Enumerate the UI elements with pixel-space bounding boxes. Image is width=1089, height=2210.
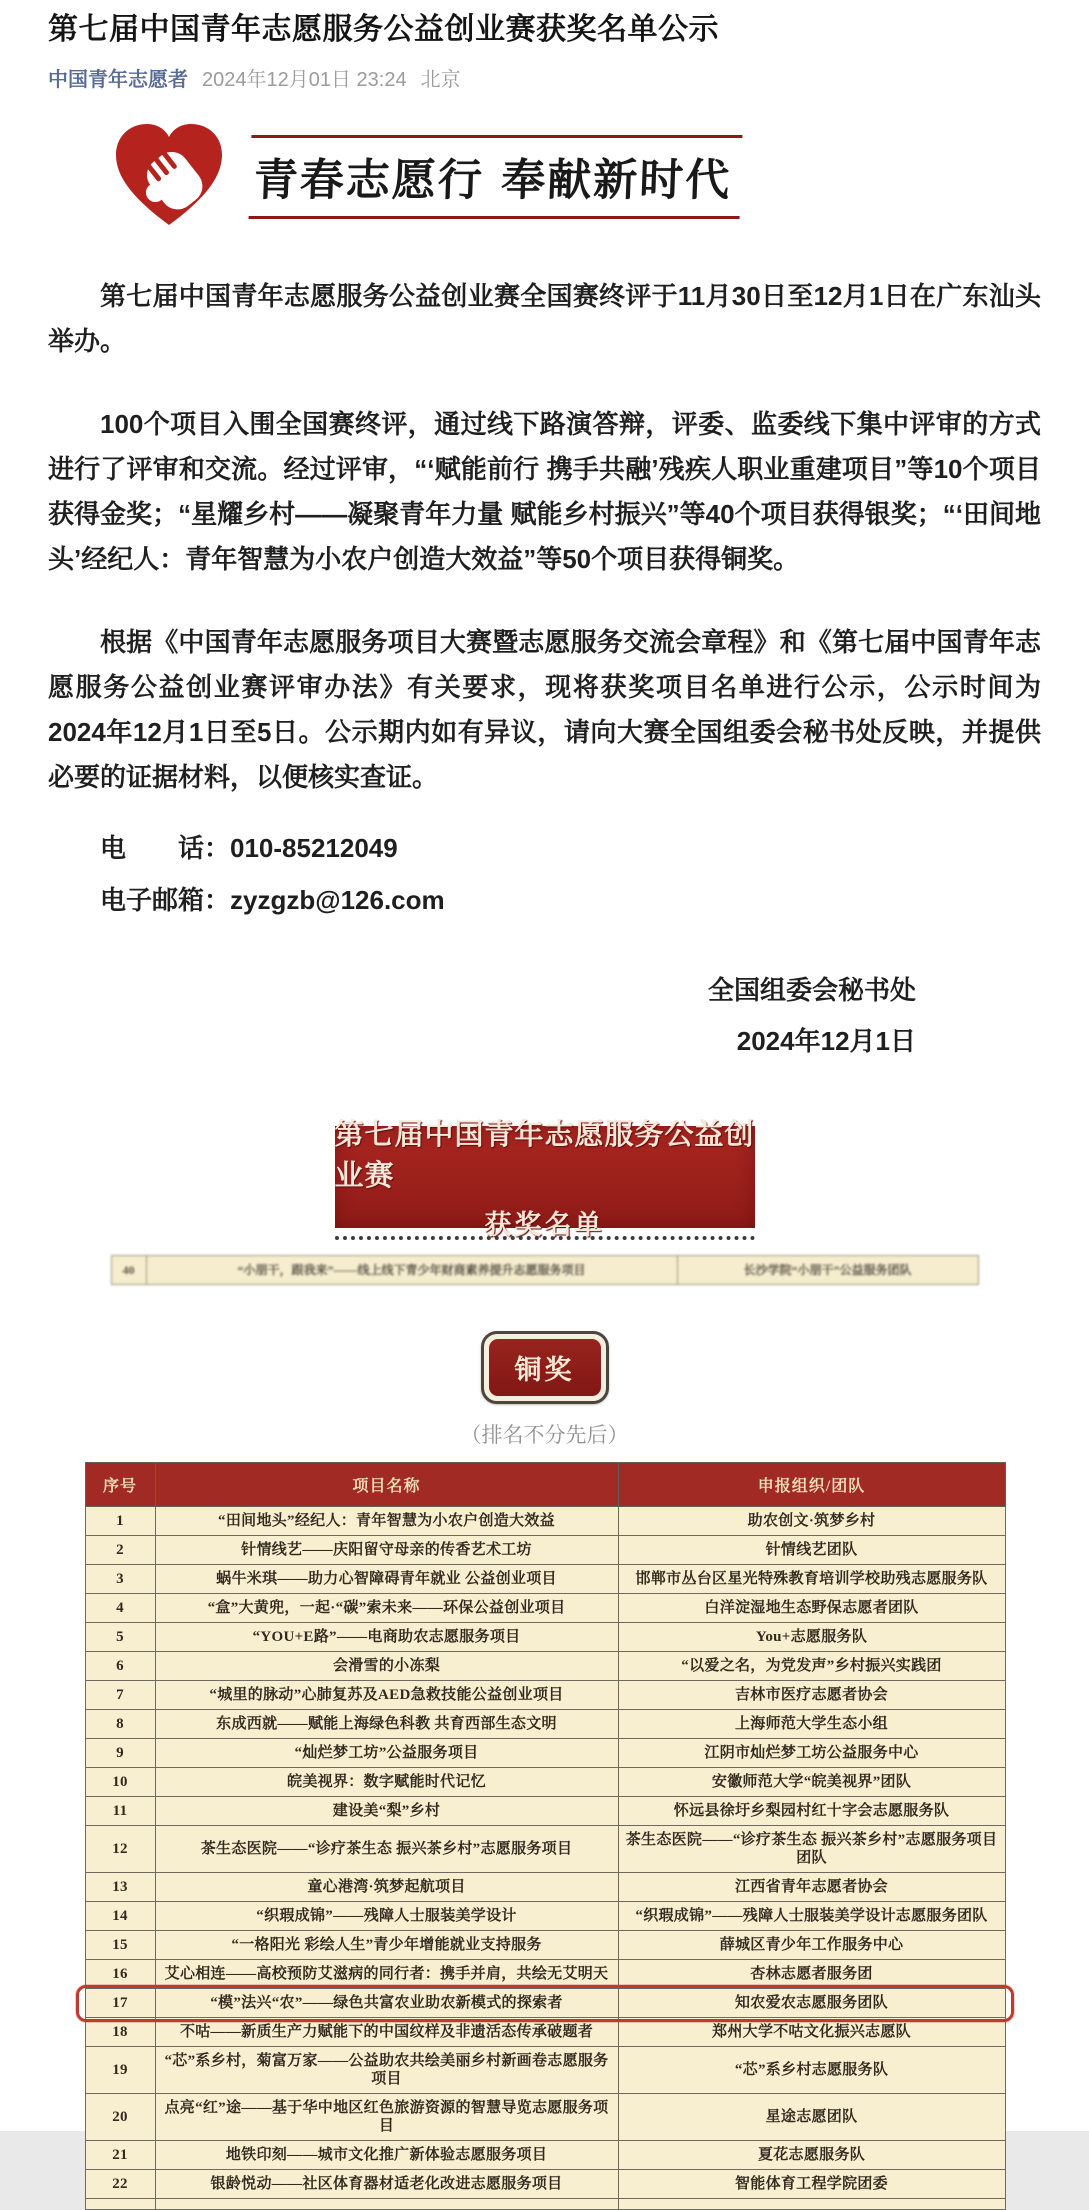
cell-project: “芯”系乡村，菊富万家——公益助农共绘美丽乡村新画卷志愿服务项目 [155, 2047, 618, 2094]
table-row [85, 1989, 1005, 2018]
table-row [85, 2047, 1005, 2094]
cell-org: 上海师范大学生态小组 [618, 1710, 1005, 1739]
cell-org: 助农创文·筑梦乡村 [618, 1507, 1005, 1536]
cell-org: 吉林市医疗志愿者协会 [618, 1681, 1005, 1710]
table-row [85, 1931, 1005, 1960]
cell-no: 11 [85, 1797, 155, 1826]
cell-org: 星途志愿团队 [618, 2094, 1005, 2141]
cell-no: 8 [85, 1710, 155, 1739]
cell-org: 安徽师范大学“皖美视界”团队 [618, 1768, 1005, 1797]
signature-block [48, 970, 1041, 1058]
table-row [85, 2170, 1005, 2199]
cell-project: 银龄悦动——社区体育器材适老化改进志愿服务项目 [155, 2170, 618, 2199]
banner-slogan: 青春志愿行 奉献新时代 [249, 135, 743, 219]
cell-no: 16 [85, 1960, 155, 1989]
cell-org: “芯”系乡村志愿服务队 [618, 2047, 1005, 2094]
cell-project: “一格阳光 彩绘人生”青少年增能就业支持服务 [155, 1931, 618, 1960]
cell-project: 建设美“梨”乡村 [155, 1797, 618, 1826]
cell-project: 会滑雪的小冻梨 [155, 1652, 618, 1681]
contact-phone: 电 话：010-85212049 [100, 833, 398, 863]
partial-row-number: 40 [112, 1256, 147, 1284]
partial-row-org: 长沙学院“小朋干”公益服务团队 [743, 1263, 912, 1277]
contact-block [100, 830, 1041, 918]
header-org: 申报组织/团队 [618, 1463, 1005, 1507]
cell-project: “城里的脉动”心肺复苏及AED急救技能公益创业项目 [155, 1681, 618, 1710]
paragraph-1: 第七届中国青年志愿服务公益创业赛全国赛终评于11月30日至12月1日在广东汕头举办。 [48, 281, 1041, 356]
bronze-award-badge [481, 1331, 609, 1404]
cell-project: 点亮“红”途——基于华中地区红色旅游资源的智慧导览志愿服务项目 [155, 2094, 618, 2141]
cell-project: “YOU+E路”——电商助农志愿服务项目 [155, 1623, 618, 1652]
cell-no: 14 [85, 1902, 155, 1931]
cell-project: “织瑕成锦”——残障人士服装美学设计 [155, 1902, 618, 1931]
cell-org: 针情线艺团队 [618, 1536, 1005, 1565]
cell-project: “田间地头”经纪人：青年智慧为小农户创造大效益 [155, 1507, 618, 1536]
cell-org: “以爱之名，为党发声”乡村振兴实践团 [618, 1652, 1005, 1681]
cell-no: 13 [85, 1873, 155, 1902]
award-banner-line1: 第七届中国青年志愿服务公益创业赛 [334, 1119, 755, 1192]
cell-project: 蜗牛米琪——助力心智障碍青年就业 公益创业项目 [155, 1565, 618, 1594]
cell-org: 怀远县徐圩乡梨园村红十字会志愿服务队 [618, 1797, 1005, 1826]
cell-no: 15 [85, 1931, 155, 1960]
table-row [85, 1902, 1005, 1931]
table-row [85, 1681, 1005, 1710]
cell-org: 茶生态医院——“诊疗茶生态 振兴茶乡村”志愿服务项目团队 [618, 1826, 1005, 1873]
header-no: 序号 [85, 1463, 155, 1507]
cell-project: 地铁印刻——城市文化推广新体验志愿服务项目 [155, 2141, 618, 2170]
cell-project: 不咕——新质生产力赋能下的中国纹样及非遗活态传承破题者 [155, 2018, 618, 2047]
table-header-row [85, 1463, 1005, 1507]
cell-no: 12 [85, 1826, 155, 1873]
author-link[interactable]: 中国青年志愿者 [48, 69, 188, 91]
cell-no: 9 [85, 1739, 155, 1768]
cell-org [618, 2199, 1005, 2210]
cell-no: 21 [85, 2141, 155, 2170]
page-title: 第七届中国青年志愿服务公益创业赛获奖名单公示 [48, 13, 719, 46]
paragraph-3: 根据《中国青年志愿服务项目大赛暨志愿服务交流会章程》和《第七届中国青年志愿服务公益创业赛评审办法》有关要求，现将获奖项目名单进行公示，公示时间为2024年12月1日至5日。公示期内如有异议，请向大赛全国组委会秘书处反映，并提供必要的证据材料，以便核实查证。 [48, 627, 1041, 792]
cell-org: 江阴市灿烂梦工坊公益服务中心 [618, 1739, 1005, 1768]
table-row [85, 1768, 1005, 1797]
cell-no: 7 [85, 1681, 155, 1710]
cell-project [155, 2199, 618, 2210]
cell-org: 知农爱农志愿服务团队 [618, 1989, 1005, 2018]
partial-row-project: “小朋干，跟我来”——线上线下青少年财商素养提升志愿服务项目 [147, 1256, 678, 1284]
table-row [85, 1565, 1005, 1594]
cell-org: 邯郸市丛台区星光特殊教育培训学校助残志愿服务队 [618, 1565, 1005, 1594]
campaign-banner-image [108, 118, 1041, 236]
table-section [85, 1462, 1005, 2210]
cell-project: 茶生态医院——“诊疗茶生态 振兴茶乡村”志愿服务项目 [155, 1826, 618, 1873]
cell-project: 童心港湾·筑梦起航项目 [155, 1873, 618, 1902]
heart-hand-logo-icon [108, 119, 230, 236]
partial-table-strip [111, 1255, 979, 1285]
ranking-note: （排名不分先后） [460, 1424, 629, 1447]
table-row [85, 1960, 1005, 1989]
cell-no: 5 [85, 1623, 155, 1652]
cell-project: “灿烂梦工坊”公益服务项目 [155, 1739, 618, 1768]
awards-table-body [85, 1507, 1005, 2210]
cell-project: 艾心相连——高校预防艾滋病的同行者：携手并肩，共绘无艾明天 [155, 1960, 618, 1989]
cell-no: 17 [85, 1989, 155, 2018]
cell-org: 白洋淀湿地生态野保志愿者团队 [618, 1594, 1005, 1623]
table-row [85, 1739, 1005, 1768]
publish-location: 北京 [420, 69, 461, 91]
cell-no: 3 [85, 1565, 155, 1594]
header-project: 项目名称 [155, 1463, 618, 1507]
cell-no: 19 [85, 2047, 155, 2094]
table-row [85, 1652, 1005, 1681]
cell-org: 杏林志愿者服务团 [618, 1960, 1005, 1989]
cell-project: “模”法兴“农”——绿色共富农业助农新模式的探索者 [155, 1989, 618, 2018]
signature-date: 2024年12月1日 [736, 1026, 916, 1056]
table-row [85, 1710, 1005, 1739]
table-row [85, 1623, 1005, 1652]
cell-org: 江西省青年志愿者协会 [618, 1873, 1005, 1902]
cell-no: 10 [85, 1768, 155, 1797]
cell-no: 20 [85, 2094, 155, 2141]
signature-org: 全国组委会秘书处 [707, 975, 916, 1005]
paragraph-2: 100个项目入围全国赛终评，通过线下路演答辩，评委、监委线下集中评审的方式进行了评审和交流。经过评审，“‘赋能前行 携手共融’残疾人职业重建项目”等10个项目获得金奖；“星耀乡村——凝聚青年力量 赋能乡村振兴”等40个项目获得银奖；“‘田间地头’经纪人：青年智慧为小农户创造大效益”等50个项目获得铜奖。 [48, 409, 1041, 574]
award-list-banner [334, 1119, 755, 1240]
table-row [85, 1873, 1005, 1902]
cell-no: 6 [85, 1652, 155, 1681]
table-row [85, 2141, 1005, 2170]
cell-org: 薛城区青少年工作服务中心 [618, 1931, 1005, 1960]
cell-no: 4 [85, 1594, 155, 1623]
cell-project: 东成西就——赋能上海绿色科教 共育西部生态文明 [155, 1710, 618, 1739]
cell-no: 18 [85, 2018, 155, 2047]
byline [48, 63, 1041, 92]
awards-table [85, 1462, 1006, 2210]
publish-date: 2024年12月01日 23:24 [202, 69, 407, 91]
cell-org: “织瑕成锦”——残障人士服装美学设计志愿服务团队 [618, 1902, 1005, 1931]
table-row [85, 1826, 1005, 1873]
table-row [85, 1507, 1005, 1536]
table-row [85, 2018, 1005, 2047]
cell-project: 针情线艺——庆阳留守母亲的传香艺术工坊 [155, 1536, 618, 1565]
table-row [85, 1594, 1005, 1623]
cell-project: “盒”大黄兜，一起·“碳”索未来——环保公益创业项目 [155, 1594, 618, 1623]
cell-no: 2 [85, 1536, 155, 1565]
cell-no: 1 [85, 1507, 155, 1536]
bronze-badge-label: 铜奖 [489, 1339, 601, 1396]
award-banner-line2: 获奖名单 [484, 1210, 605, 1240]
cell-no: 22 [85, 2170, 155, 2199]
table-row [85, 1536, 1005, 1565]
contact-email: 电子邮箱：zyzgzb@126.com [100, 885, 445, 915]
cell-org: 智能体育工程学院团委 [618, 2170, 1005, 2199]
cell-project: 皖美视界：数字赋能时代记忆 [155, 1768, 618, 1797]
table-row [85, 2199, 1005, 2210]
cell-org: 夏花志愿服务队 [618, 2141, 1005, 2170]
cell-no [85, 2199, 155, 2210]
cell-org: 郑州大学不咕文化振兴志愿队 [618, 2018, 1005, 2047]
table-row [85, 2094, 1005, 2141]
table-row [85, 1797, 1005, 1826]
cell-org: You+志愿服务队 [618, 1623, 1005, 1652]
